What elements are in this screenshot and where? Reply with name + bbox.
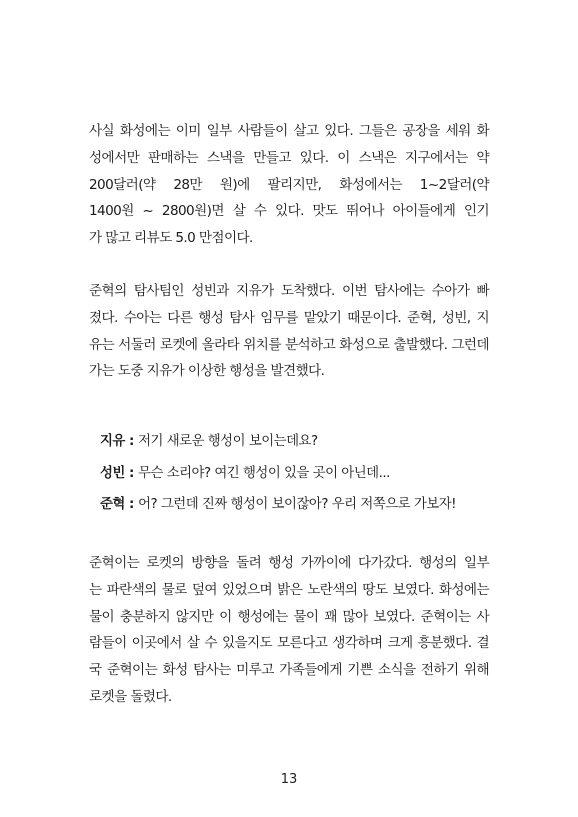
dialogue-line bbox=[100, 426, 490, 458]
paragraph-line: 가 많고 리뷰도 5.0 만점이다. bbox=[89, 230, 253, 247]
paragraph-line: 졌다. 수아는 다른 행성 탐사 임무를 맡았기 때문이다. 준혁, 성빈, 지 bbox=[89, 309, 489, 326]
speaker-name: 지유 bbox=[100, 434, 125, 449]
paragraph-1 bbox=[89, 118, 489, 252]
paragraph-2 bbox=[89, 278, 489, 385]
paragraph-line: 로켓을 돌렸다. bbox=[89, 688, 172, 705]
paragraph-line: 준혁의 탐사팀인 성빈과 지유가 도착했다. 이번 탐사에는 수아가 빠 bbox=[89, 283, 489, 299]
dialogue-text: 어? 그런데 진짜 행성이 보이잖아? 우리 저쪽으로 가보자! bbox=[138, 497, 457, 512]
paragraph-line: 가는 도중 지유가 이상한 행성을 발견했다. bbox=[89, 363, 325, 380]
paragraph-line: 물이 충분하지 않지만 이 행성에는 물이 꽤 많아 보였다. 준혁이는 사 bbox=[89, 608, 489, 625]
paragraph-line: 유는 서둘러 로켓에 올라타 위치를 분석하고 화성으로 출발했다. 그런데 bbox=[89, 336, 489, 353]
dialogue-line bbox=[100, 458, 490, 490]
paragraph-line: 1400원 ~ 2800원)면 살 수 있다. 맛도 뛰어나 아이들에게 인기 bbox=[89, 203, 489, 220]
paragraph-3 bbox=[89, 550, 489, 711]
dialogue-text: 저기 새로운 행성이 보이는데요? bbox=[138, 434, 318, 449]
speaker-name: 준혁 bbox=[100, 497, 125, 512]
speaker-separator: : bbox=[124, 434, 139, 449]
paragraph-line: 준혁이는 로켓의 방향을 돌려 행성 가까이에 다가갔다. 행성의 일부 bbox=[89, 555, 489, 571]
dialogue-block bbox=[100, 426, 490, 521]
paragraph-line: 사실 화성에는 이미 일부 사람들이 살고 있다. 그들은 공장을 세워 화 bbox=[89, 123, 489, 139]
paragraph-line: 성에서만 판매하는 스낵을 만들고 있다. 이 스낵은 지구에서는 약 bbox=[89, 149, 489, 166]
speaker-name: 성빈 bbox=[100, 465, 125, 481]
speaker-separator: : bbox=[124, 497, 139, 512]
paragraph-line: 국 준혁이는 화성 탐사는 미루고 가족들에게 기쁜 소식을 전하기 위해 bbox=[89, 662, 489, 679]
paragraph-line: 는 파란색의 물로 덮여 있었으며 밝은 노란색의 땅도 보였다. 화성에는 bbox=[89, 581, 489, 598]
page-number: 13 bbox=[280, 772, 298, 787]
paragraph-line: 람들이 이곳에서 살 수 있을지도 모른다고 생각하며 크게 흥분했다. 결 bbox=[89, 635, 489, 652]
dialogue-text: 무슨 소리야? 여긴 행성이 있을 곳이 아닌데... bbox=[138, 465, 390, 481]
dialogue-line bbox=[100, 489, 490, 521]
speaker-separator: : bbox=[124, 465, 139, 481]
paragraph-line: 200달러(약 28만 원)에 팔리지만, 화성에서는 1~2달러(약 bbox=[89, 176, 489, 193]
